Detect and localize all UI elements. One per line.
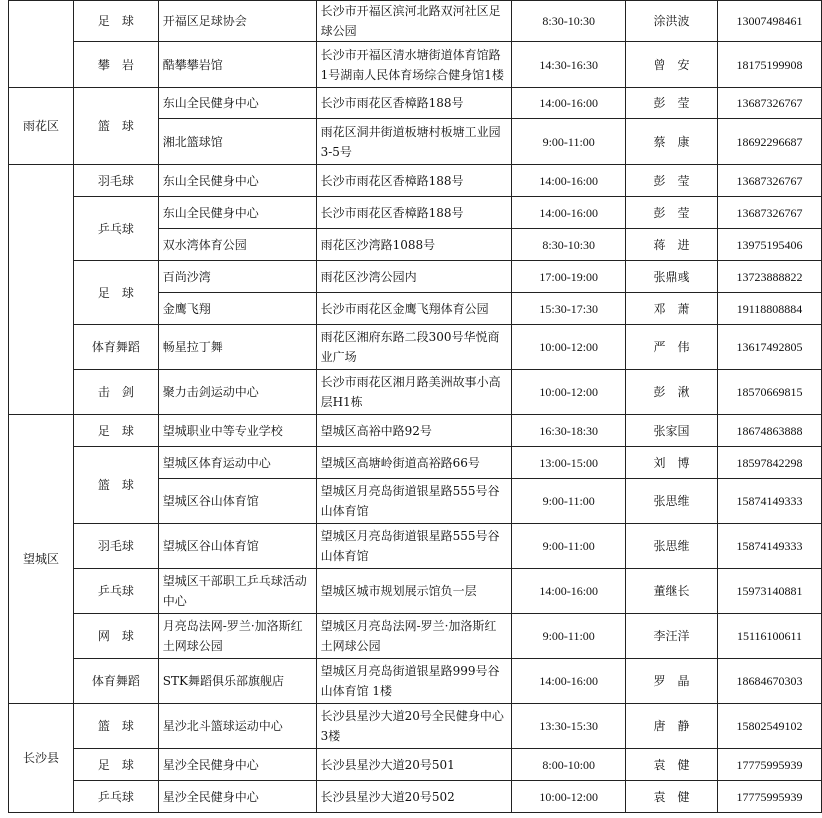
address-cell: 望城区月亮岛街道银星路555号谷山体育馆: [316, 524, 512, 569]
sport-cell: 击 剑: [73, 370, 158, 415]
phone-cell: 17775995939: [718, 749, 822, 781]
phone-cell: 18175199908: [718, 42, 822, 88]
district-cell: [9, 165, 74, 415]
contact-cell: 蔡 康: [626, 119, 718, 165]
table-row: [9, 88, 822, 119]
address-cell: 望城区高裕中路92号: [316, 415, 512, 447]
time-cell: 9:00-11:00: [512, 614, 626, 659]
contact-cell: 涂洪波: [626, 1, 718, 42]
time-cell: 16:30-18:30: [512, 415, 626, 447]
time-cell: 14:00-16:00: [512, 197, 626, 229]
table-row: [9, 1, 822, 42]
time-cell: 14:00-16:00: [512, 88, 626, 119]
address-cell: 长沙县星沙大道20号501: [316, 749, 512, 781]
sport-cell: 羽毛球: [73, 165, 158, 197]
table-row: [9, 659, 822, 704]
district-cell: [9, 1, 74, 88]
phone-cell: 15973140881: [718, 569, 822, 614]
address-cell: 雨花区洞井街道板塘村板塘工业园3-5号: [316, 119, 512, 165]
table-row: [9, 165, 822, 197]
contact-cell: 李汪洋: [626, 614, 718, 659]
contact-cell: 张鼎彧: [626, 261, 718, 293]
phone-cell: 13687326767: [718, 197, 822, 229]
address-cell: 雨花区沙湾公园内: [316, 261, 512, 293]
time-cell: 13:00-15:00: [512, 447, 626, 479]
contact-cell: 彭 莹: [626, 88, 718, 119]
contact-cell: 邓 萧: [626, 293, 718, 325]
address-cell: 雨花区沙湾路1088号: [316, 229, 512, 261]
address-cell: 望城区城市规划展示馆负一层: [316, 569, 512, 614]
table-row: [9, 569, 822, 614]
address-cell: 长沙县星沙大道20号502: [316, 781, 512, 813]
sport-cell: 体育舞蹈: [73, 659, 158, 704]
time-cell: 13:30-15:30: [512, 704, 626, 749]
venue-cell: 星沙全民健身中心: [158, 749, 316, 781]
contact-cell: 张思维: [626, 479, 718, 524]
venue-cell: 双水湾体育公园: [158, 229, 316, 261]
table-row: [9, 524, 822, 569]
sport-cell: 羽毛球: [73, 524, 158, 569]
address-cell: 长沙市雨花区湘月路美洲故事小高层H1栋: [316, 370, 512, 415]
phone-cell: 13687326767: [718, 165, 822, 197]
table-row: [9, 447, 822, 479]
venue-cell: 开福区足球协会: [158, 1, 316, 42]
time-cell: 10:00-12:00: [512, 370, 626, 415]
phone-cell: 13975195406: [718, 229, 822, 261]
contact-cell: 张家国: [626, 415, 718, 447]
table-row: [9, 261, 822, 293]
district-cell: 望城区: [9, 415, 74, 704]
contact-cell: 罗 晶: [626, 659, 718, 704]
sport-cell: 乒乓球: [73, 197, 158, 261]
time-cell: 10:00-12:00: [512, 781, 626, 813]
phone-cell: 18692296687: [718, 119, 822, 165]
time-cell: 17:00-19:00: [512, 261, 626, 293]
sport-cell: 足 球: [73, 261, 158, 325]
district-cell: 长沙县: [9, 704, 74, 813]
sport-cell: 攀 岩: [73, 42, 158, 88]
sport-cell: 乒乓球: [73, 781, 158, 813]
address-cell: 望城区月亮岛街道银星路555号谷山体育馆: [316, 479, 512, 524]
address-cell: 望城区月亮岛街道银星路999号谷山体育馆 1楼: [316, 659, 512, 704]
address-cell: 长沙市开福区清水塘街道体育馆路1号湖南人民体育场综合健身馆1楼: [316, 42, 512, 88]
phone-cell: 13687326767: [718, 88, 822, 119]
phone-cell: 17775995939: [718, 781, 822, 813]
venue-cell: 星沙北斗篮球运动中心: [158, 704, 316, 749]
contact-cell: 彭 莹: [626, 165, 718, 197]
contact-cell: 刘 博: [626, 447, 718, 479]
venue-cell: 聚力击剑运动中心: [158, 370, 316, 415]
time-cell: 9:00-11:00: [512, 524, 626, 569]
contact-cell: 袁 健: [626, 749, 718, 781]
address-cell: 长沙市雨花区香樟路188号: [316, 88, 512, 119]
address-cell: 长沙县星沙大道20号全民健身中心3楼: [316, 704, 512, 749]
phone-cell: 13723888822: [718, 261, 822, 293]
time-cell: 9:00-11:00: [512, 479, 626, 524]
venue-cell: 湘北篮球馆: [158, 119, 316, 165]
table-row: [9, 42, 822, 88]
time-cell: 8:30-10:30: [512, 1, 626, 42]
phone-cell: 19118808884: [718, 293, 822, 325]
phone-cell: 15874149333: [718, 524, 822, 569]
address-cell: 望城区高塘岭街道高裕路66号: [316, 447, 512, 479]
venue-cell: 望城职业中等专业学校: [158, 415, 316, 447]
contact-cell: 董继长: [626, 569, 718, 614]
time-cell: 10:00-12:00: [512, 325, 626, 370]
contact-cell: 唐 静: [626, 704, 718, 749]
sport-cell: 足 球: [73, 415, 158, 447]
table-row: [9, 415, 822, 447]
sport-cell: 体育舞蹈: [73, 325, 158, 370]
venue-cell: 月亮岛法网-罗兰·加洛斯红土网球公园: [158, 614, 316, 659]
table-row: [9, 781, 822, 813]
contact-cell: 彭 湫: [626, 370, 718, 415]
address-cell: 长沙市雨花区香樟路188号: [316, 197, 512, 229]
venue-table: [8, 0, 822, 813]
venue-cell: 东山全民健身中心: [158, 165, 316, 197]
venue-cell: 东山全民健身中心: [158, 88, 316, 119]
sport-cell: 网 球: [73, 614, 158, 659]
venue-cell: 金鹰飞翔: [158, 293, 316, 325]
venue-cell: 望城区体育运动中心: [158, 447, 316, 479]
contact-cell: 曾 安: [626, 42, 718, 88]
phone-cell: 15802549102: [718, 704, 822, 749]
venue-cell: 望城区谷山体育馆: [158, 479, 316, 524]
phone-cell: 18597842298: [718, 447, 822, 479]
venue-cell: 百尚沙湾: [158, 261, 316, 293]
district-cell: 雨花区: [9, 88, 74, 165]
venue-cell: 畅星拉丁舞: [158, 325, 316, 370]
sport-cell: 足 球: [73, 1, 158, 42]
time-cell: 14:00-16:00: [512, 659, 626, 704]
table-row: [9, 614, 822, 659]
phone-cell: 15874149333: [718, 479, 822, 524]
time-cell: 8:00-10:00: [512, 749, 626, 781]
table-row: [9, 370, 822, 415]
address-cell: 长沙市雨花区香樟路188号: [316, 165, 512, 197]
contact-cell: 严 伟: [626, 325, 718, 370]
phone-cell: 13617492805: [718, 325, 822, 370]
address-cell: 望城区月亮岛法网-罗兰·加洛斯红土网球公园: [316, 614, 512, 659]
venue-cell: STK舞蹈俱乐部旗舰店: [158, 659, 316, 704]
sport-cell: 篮 球: [73, 704, 158, 749]
table-row: [9, 704, 822, 749]
phone-cell: 18674863888: [718, 415, 822, 447]
venue-cell: 望城区干部职工乒乓球活动中心: [158, 569, 316, 614]
time-cell: 14:00-16:00: [512, 165, 626, 197]
phone-cell: 13007498461: [718, 1, 822, 42]
sport-cell: 篮 球: [73, 88, 158, 165]
sport-cell: 乒乓球: [73, 569, 158, 614]
phone-cell: 18684670303: [718, 659, 822, 704]
venue-cell: 酷攀攀岩馆: [158, 42, 316, 88]
table-row: [9, 325, 822, 370]
sport-cell: 篮 球: [73, 447, 158, 524]
address-cell: 长沙市雨花区金鹰飞翔体育公园: [316, 293, 512, 325]
contact-cell: 张思维: [626, 524, 718, 569]
venue-cell: 东山全民健身中心: [158, 197, 316, 229]
time-cell: 8:30-10:30: [512, 229, 626, 261]
time-cell: 14:30-16:30: [512, 42, 626, 88]
time-cell: 15:30-17:30: [512, 293, 626, 325]
contact-cell: 袁 健: [626, 781, 718, 813]
venue-cell: 望城区谷山体育馆: [158, 524, 316, 569]
contact-cell: 蒋 进: [626, 229, 718, 261]
venue-cell: 星沙全民健身中心: [158, 781, 316, 813]
time-cell: 9:00-11:00: [512, 119, 626, 165]
contact-cell: 彭 莹: [626, 197, 718, 229]
phone-cell: 15116100611: [718, 614, 822, 659]
sport-cell: 足 球: [73, 749, 158, 781]
phone-cell: 18570669815: [718, 370, 822, 415]
table-row: [9, 749, 822, 781]
address-cell: 雨花区湘府东路二段300号华悦商业广场: [316, 325, 512, 370]
table-row: [9, 197, 822, 229]
time-cell: 14:00-16:00: [512, 569, 626, 614]
address-cell: 长沙市开福区滨河北路双河社区足球公园: [316, 1, 512, 42]
